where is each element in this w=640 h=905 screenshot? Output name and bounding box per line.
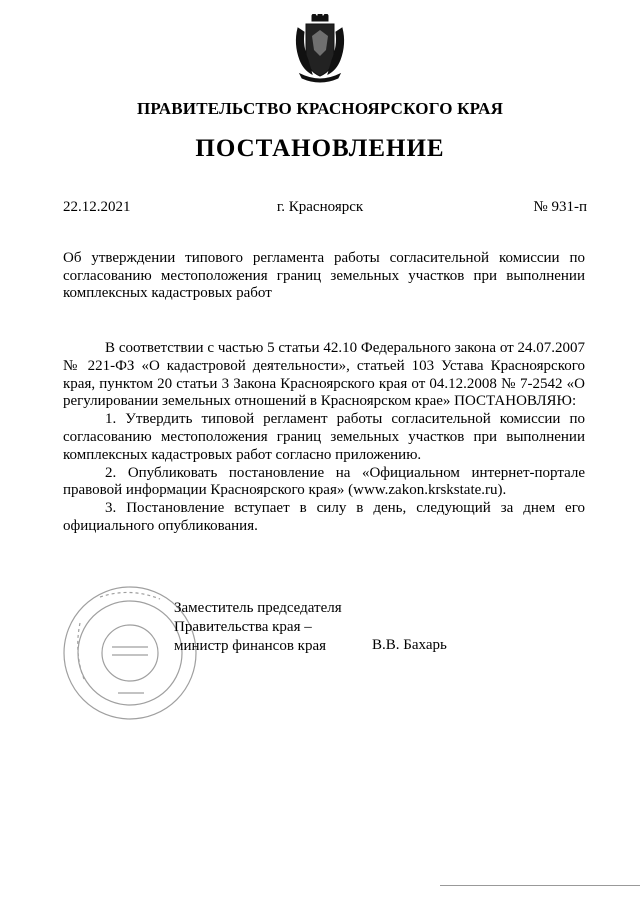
preamble-paragraph: В соответствии с частью 5 статьи 42.10 Федерального закона от 24.07.2007 № 221-ФЗ «О кадастровой деятельности», статьей 103 Устава Красноярского края, пунктом 20 статьи 3 Закона Красноярского края от 04.12.2008 № 7-2542 «О регулировании земельных отношений в Красноярском крае» ПОСТАНОВЛЯЮ: [63, 340, 585, 410]
signer-title-line-1: Заместитель председателя [174, 600, 342, 616]
document-subject: Об утверждении типового регламента работы согласительной комиссии по согласованию местоположения границ земельных участков при выполнении комплексных кадастровых работ [63, 250, 585, 301]
signer-title-line-2: Правительства края – [174, 619, 312, 635]
document-body [63, 340, 585, 536]
item-1-paragraph: 1. Утвердить типовой регламент работы согласительной комиссии по согласованию местоположения границ земельных участков при выполнении комплексных кадастровых работ согласно приложению. [63, 411, 585, 463]
signer-title [174, 599, 342, 656]
document-date: 22.12.2021 [63, 199, 131, 215]
document-city: г. Красноярск [276, 199, 364, 215]
coat-of-arms-icon [292, 14, 348, 84]
item-3-paragraph: 3. Постановление вступает в силу в день, следующий за днем его официального опубликования. [63, 500, 585, 534]
organization-title: ПРАВИТЕЛЬСТВО КРАСНОЯРСКОГО КРАЯ [136, 99, 504, 118]
item-2-paragraph: 2. Опубликовать постановление на «Официальном интернет-портале правовой информации Красноярского края» (www.zakon.krskstate.ru). [63, 464, 585, 499]
page-edge-divider [440, 885, 640, 886]
signer-title-line-3: министр финансов края [174, 638, 327, 654]
document-type-title: ПОСТАНОВЛЕНИЕ [195, 135, 445, 162]
document-number: № 931-п [533, 199, 587, 215]
signer-name: В.В. Бахарь [372, 637, 447, 653]
